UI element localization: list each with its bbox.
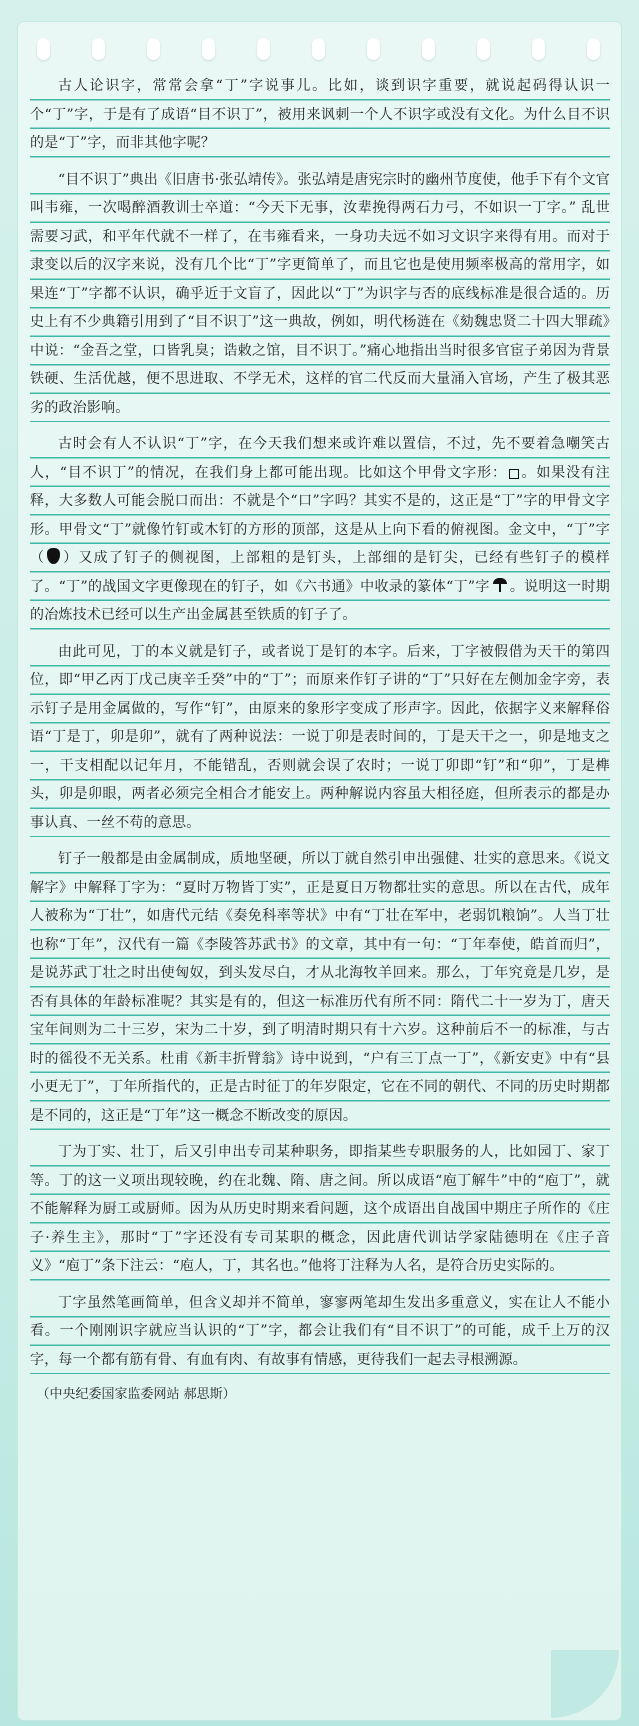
binder-ring bbox=[147, 38, 160, 60]
binder-ring bbox=[312, 38, 325, 60]
article-paragraph: 由此可见，丁的本义就是钉子，或者说丁是钉的本字。后来，丁字被假借为天干的第四位，即“甲乙丙丁戊己庚辛壬癸”中的“丁”；而原来作钉子讲的“丁”只好在左侧加金字旁，表示钉子是用金属做的，写作“钉”，由原来的象形字变成了形声字。因此，依据字义来解释俗语“丁是丁，卯是卯”，就有了两种说法：一说丁卯是表时间的，丁是天干之一，卯是地支之一，干支相配以记年月，不能错乱，否则就会误了农时；一说丁卯即“钉”和“卯”，丁是榫头，卯是卯眼，两者必须完全相合才能安上。两种解说内容虽大相径庭，但所表示的都是办事认真、一丝不苟的意思。 bbox=[30, 638, 610, 838]
article-source-credit: （中央纪委国家监委网站 郝思斯） bbox=[36, 1387, 236, 1402]
binder-ring bbox=[422, 38, 435, 60]
paragraph-text-segment: ）又成了钉子的侧视图，上部粗的是钉头，上部细的是钉尖，已经有些钉子的模样了。“丁”的战国文字更像现在的钉子，如《六书通》中收录的篆体“丁”字 bbox=[30, 550, 610, 595]
binder-ring bbox=[257, 38, 270, 60]
paragraph-text-segment: 。如果没有注释，大多数人可能会脱口而出：不就是个“口”字吗？其实不是的，这正是“丁”字的甲骨文字形。甲骨文“丁”就像竹钉或木钉的方形的顶部，这是从上向下看的俯视图。金文中，“丁”字（ bbox=[30, 464, 610, 566]
article-paragraph bbox=[30, 430, 610, 630]
paragraph-text-segment: 古时会有人不认识“丁”字，在今天我们想来或许难以置信，不过，先不要着急嘲笑古人，“目不识丁”的情况，在我们身上都可能出现。比如这个甲骨文字形： bbox=[30, 436, 610, 481]
article-paragraph: “目不识丁”典出《旧唐书·张弘靖传》。张弘靖是唐宪宗时的幽州节度使，他手下有个文官叫韦雍，一次喝醉酒教训士卒道：“今天下无事，汝辈挽得两石力弓，不如识一丁字。” 乱世需要习武，和平年代就不一样了，在韦雍看来，一身功夫远不如习文识字来得有用。而对于隶变以后的汉字来说，没有几个比“丁”字更简单了，而且它也是使用频率极高的常用字，如果连“丁”字都不认识，确乎近于文盲了，因此以“丁”为识字与否的底线标准是很合适的。历史上有不少典籍引用到了“目不识丁”这一典故，例如，明代杨涟在《劾魏忠贤二十四大罪疏》中说：“金吾之堂，口皆乳臭；诰敕之馆，目不识丁。”痛心地指出当时很多官宦子弟因为背景铁硬、生活优越，便不思进取、不学无术，这样的官二代反而大量涌入官场，产生了极其恶劣的政治影响。 bbox=[30, 166, 610, 423]
binder-ring bbox=[532, 38, 545, 60]
binder-ring bbox=[202, 38, 215, 60]
page-curl-corner bbox=[551, 1650, 621, 1720]
binder-ring bbox=[587, 38, 600, 60]
binder-ring bbox=[367, 38, 380, 60]
seal-script-ding-nail-icon bbox=[492, 577, 508, 593]
article-paragraph: 丁字虽然笔画简单，但含义却并不简单，寥寥两笔却生发出多重意义，实在让人不能小看。一个刚刚识字就应当认识的“丁”字，都会让我们有“目不识丁”的可能，成千上万的汉字，每一个都有筋有骨、有血有肉、有故事有情感，更待我们一起去寻根溯源。 bbox=[30, 1289, 610, 1375]
paragraph-text-segment: 。说明这一时期的冶炼技术已经可以生产出金属甚至铁质的钉子了。 bbox=[30, 578, 610, 623]
bronze-ding-nail-side-icon bbox=[47, 548, 60, 564]
binder-ring bbox=[92, 38, 105, 60]
article-body bbox=[30, 72, 610, 1408]
binder-ring bbox=[37, 38, 50, 60]
article-paragraph: 古人论识字，常常会拿“丁”字说事儿。比如，谈到识字重要，就说起码得认识一个“丁”字，于是有了成语“目不识丁”，被用来讽刺一个人不识字或没有文化。为什么目不识的是“丁”字，而非其他字呢？ bbox=[30, 72, 610, 158]
oracle-bone-ding-square-icon bbox=[509, 469, 519, 479]
article-paragraph: 丁为丁实、壮丁，后又引申出专司某种职务，即指某些专职服务的人，比如园丁、家丁等。丁的这一义项出现较晚，约在北魏、隋、唐之间。所以成语“庖丁解牛”中的“庖丁”，就不能解释为厨工或厨师。因为从历史时期来看问题，这个成语出自战国中期庄子所作的《庄子·养生主》，那时“丁”字还没有专司某职的概念，因此唐代训诂学家陆德明在《庄子音义》“庖丁”条下注云：“庖人，丁，其名也。”他将丁注释为人名，是符合历史实际的。 bbox=[30, 1138, 610, 1281]
article-paragraph: 钉子一般都是由金属制成，质地坚硬，所以丁就自然引申出强健、壮实的意思来。《说文解字》中解释丁字为：“夏时万物皆丁实”，正是夏日万物都壮实的意思。所以在古代，成年人被称为“丁壮”，如唐代元结《奏免科率等状》中有“丁壮在军中，老弱饥粮饷”。人当丁壮也称“丁年”，汉代有一篇《李陵答苏武书》的文章，其中有一句：“丁年奉使，皓首而归”，是说苏武丁壮之时出使匈奴，到头发尽白，才从北海牧羊回来。那么，丁年究竟是几岁，是否有具体的年龄标准呢？其实是有的，但这一标准历代有所不同：隋代二十一岁为丁，唐天宝年间则为二十三岁，宋为二十岁，到了明清时期只有十六岁。这种前后不一的标准，与古时的徭役不无关系。杜甫《新丰折臂翁》诗中说到，“户有三丁点一丁”，《新安吏》中有“县小更无丁”，丁年所指代的，正是古时征丁的年岁限定，它在不同的朝代、不同的历史时期都是不同的，这正是“丁年”这一概念不断改变的原因。 bbox=[30, 845, 610, 1130]
binder-ring bbox=[477, 38, 490, 60]
